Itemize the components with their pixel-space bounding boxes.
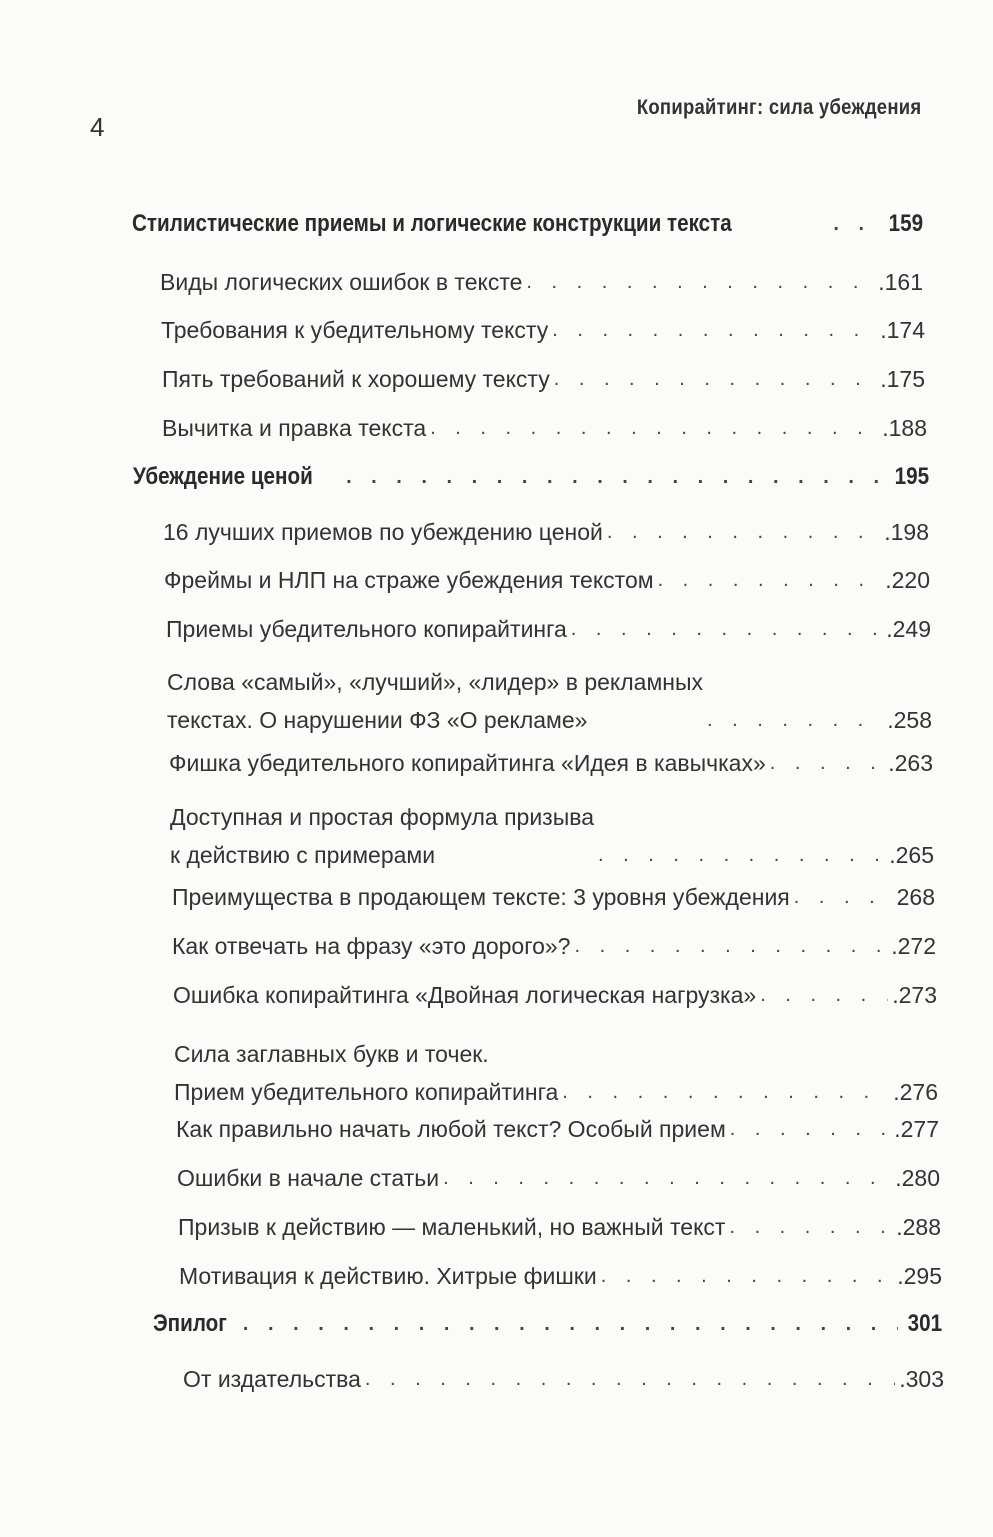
toc-item[interactable] xyxy=(177,1164,940,1192)
toc-item[interactable] xyxy=(172,932,936,960)
toc-title: Ошибки в начале статьи xyxy=(177,1165,440,1191)
toc-title: Прием убедительного копирайтинга xyxy=(174,1079,559,1105)
dot-leader xyxy=(443,1164,891,1192)
toc-title: Преимущества в продающем тексте: 3 уровня убеждения xyxy=(172,884,790,910)
toc-title: Фишка убедительного копирайтинга «Идея в кавычках» xyxy=(169,750,766,776)
page-number: 4 xyxy=(90,112,105,142)
toc-title: Вычитка и правка текста xyxy=(162,415,427,441)
toc-item[interactable] xyxy=(166,615,931,643)
toc-item[interactable] xyxy=(172,883,935,911)
toc-title: к действию с примерами xyxy=(170,842,436,868)
toc-section[interactable] xyxy=(132,210,923,238)
toc-page: .175 xyxy=(880,366,925,392)
toc-title: Как правильно начать любой текст? Особый прием xyxy=(176,1116,726,1142)
toc-title: Как отвечать на фразу «это дорого»? xyxy=(172,933,571,959)
toc-item[interactable] xyxy=(167,668,932,734)
toc-title: Ошибка копирайтинга «Двойная логическая нагрузка» xyxy=(173,982,757,1008)
toc-title: Пять требований к хорошему тексту xyxy=(162,366,550,392)
toc-page: 301 xyxy=(907,1310,942,1337)
toc-page: 195 xyxy=(894,463,929,490)
toc-page: .295 xyxy=(897,1263,942,1289)
dot-leader xyxy=(598,841,885,869)
toc-page: 268 xyxy=(896,884,935,910)
dot-leader xyxy=(554,365,877,393)
dot-leader xyxy=(770,749,884,777)
toc-item[interactable] xyxy=(178,1213,941,1241)
toc-page: .276 xyxy=(893,1079,938,1105)
dot-leader xyxy=(658,566,882,594)
toc-item[interactable] xyxy=(161,316,925,344)
toc-item[interactable] xyxy=(162,414,927,442)
toc-page: .280 xyxy=(895,1165,940,1191)
toc-title-line1: Слова «самый», «лучший», «лидер» в рекламных xyxy=(167,669,703,695)
dot-leader xyxy=(574,932,887,960)
dot-leader xyxy=(760,981,888,1009)
toc-page: .188 xyxy=(882,415,927,441)
toc-section[interactable] xyxy=(133,463,929,491)
running-head: Копирайтинг: сила убеждения xyxy=(636,96,921,119)
toc-title: Эпилог xyxy=(153,1310,227,1337)
toc-title: Виды логических ошибок в тексте xyxy=(160,269,523,295)
toc-page: .258 xyxy=(887,707,932,733)
toc-page: .249 xyxy=(886,616,931,642)
toc-page: .273 xyxy=(892,982,937,1008)
toc-title-line1: Сила заглавных букв и точек. xyxy=(174,1041,489,1067)
dot-leader xyxy=(729,1213,892,1241)
toc-page: .288 xyxy=(896,1214,941,1240)
toc-item[interactable] xyxy=(160,268,923,296)
toc-title: Приемы убедительного копирайтинга xyxy=(166,616,567,642)
toc-page: .174 xyxy=(880,317,925,343)
toc-title: Убеждение ценой xyxy=(133,463,313,490)
toc-page: .220 xyxy=(885,567,930,593)
toc-section[interactable] xyxy=(153,1310,942,1338)
dot-leader xyxy=(601,1262,894,1290)
toc-item[interactable] xyxy=(169,749,933,777)
toc-title: текстах. О нарушении ФЗ «О рекламе» xyxy=(167,707,588,733)
toc-item[interactable] xyxy=(183,1365,944,1393)
toc-title: Мотивация к действию. Хитрые фишки xyxy=(179,1263,597,1289)
toc-item[interactable] xyxy=(174,1040,938,1106)
toc-page: 159 xyxy=(888,210,923,237)
dot-leader xyxy=(365,1365,895,1393)
toc-item[interactable] xyxy=(164,566,930,594)
dot-leader xyxy=(243,1310,898,1338)
toc-title: Требования к убедительному тексту xyxy=(161,317,549,343)
toc-title: От издательства xyxy=(183,1366,361,1392)
dot-leader xyxy=(562,1078,889,1106)
dot-leader xyxy=(730,1115,890,1143)
dot-leader xyxy=(833,210,879,238)
toc-page: .277 xyxy=(894,1116,939,1142)
toc-item[interactable] xyxy=(170,803,934,869)
toc-title: Призыв к действию — маленький, но важный текст xyxy=(178,1214,726,1240)
dot-leader xyxy=(607,518,880,546)
dot-leader xyxy=(346,463,885,491)
toc-item[interactable] xyxy=(173,981,937,1009)
dot-leader xyxy=(526,268,874,296)
dot-leader xyxy=(707,706,883,734)
dot-leader xyxy=(571,615,882,643)
toc-page: .263 xyxy=(888,750,933,776)
dot-leader xyxy=(552,316,876,344)
toc-item[interactable] xyxy=(179,1262,942,1290)
toc-title-line1: Доступная и простая формула призыва xyxy=(170,804,594,830)
toc-title: Фреймы и НЛП на страже убеждения текстом xyxy=(164,567,654,593)
toc-item[interactable] xyxy=(163,518,929,546)
toc-page: .161 xyxy=(878,269,923,295)
dot-leader xyxy=(430,414,878,442)
toc-page: .272 xyxy=(891,933,936,959)
toc-item[interactable] xyxy=(176,1115,939,1143)
toc-item[interactable] xyxy=(162,365,925,393)
toc-page: .303 xyxy=(899,1366,944,1392)
toc-title: 16 лучших приемов по убеждению ценой xyxy=(163,519,603,545)
toc-page: .265 xyxy=(889,842,934,868)
toc-title: Стилистические приемы и логические конструкции текста xyxy=(132,210,732,237)
dot-leader xyxy=(794,883,893,911)
toc-page: .198 xyxy=(884,519,929,545)
